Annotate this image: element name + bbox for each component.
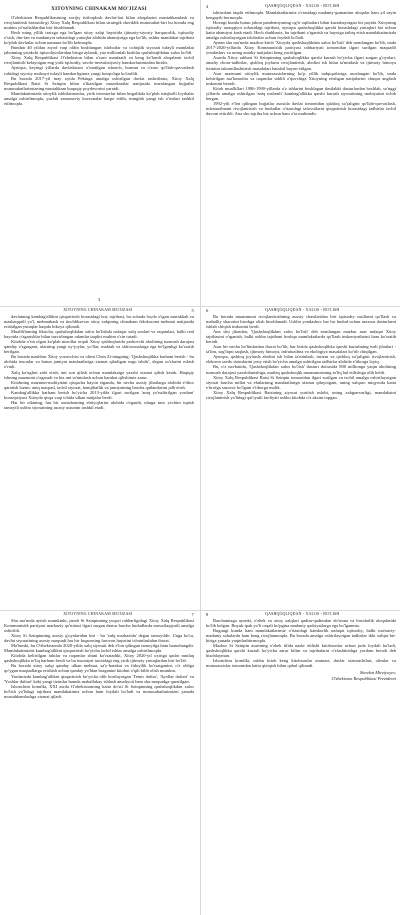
book-page-8 <box>206 612 396 912</box>
paragraph: Asar mazmuni xitoylik mutaxassislarning ko'p yillik tadqiqotlariga asoslangan bo'lib, unda keltirilgan ma'lumotlar va raqamlar tahlili o'quvchiga Xitoyning erishgan natijalarini chuqur anglash imkonini beradi. <box>206 70 396 86</box>
paragraph: Kitobning mazmun-mohiyatini qisqacha bayon etganda, bir necha asosiy jihatlarga alohida e'tibor qaratish lozim: aniq maqsad, izchil siyosat, hamjihatlik va jamiyatning barcha qatlamlarini jalb etish. <box>4 379 194 390</box>
paragraph: Bugungi kunda ham mamlakatlarimiz o'rtasidagi hamkorlik nafaqat iqtisodiy, balki ma'naviy-madaniy sohalarda ham keng rivojlanmoqda. Bu borada amalga oshirilayotgan tadbirlar ikki xalqni bir-biriga yanada yaqinlashtirmoqda. <box>206 628 396 644</box>
paragraph: ishtirokini taqdir etilmoqda. Mamlakatlarimiz o'rtasidagi madaniy-gumanitar aloqalar ham yil sayin kengayib bormoqda. <box>206 10 396 21</box>
paragraph: Ma'lumki, bu O'zbekistonda 2020-yilda xalq siyosati deb e'lon qilingan tamoyilga ham hamohangdir. Mamlakatimizda kambag'allikni qisqartirish bo'yicha izchil ishlar amalga oshirilmoqda. <box>4 643 194 654</box>
book-page-4 <box>206 4 396 304</box>
row-divider <box>0 306 400 307</box>
page-number: 5 <box>191 308 194 313</box>
paragraph: Bu, o'z navbatida, 'Qashshoqlikdan xalos bo'lish' dasturi doirasida 800 millionga yaqin aholining turmush darajasi yaxshilanishiga, mutlaq qashshoqlik muammosining to'liq hal etilishiga olib keldi. <box>206 364 396 375</box>
book-page-7 <box>4 612 194 912</box>
running-title: XITOYNING CHINAKAM MO'JIZASI <box>63 612 133 616</box>
page-body <box>206 10 396 116</box>
paragraph: Mazkur Si Szinpin asarining o'zbek tilida nashr etilishi kitobxonlar uchun juda foydali bo'ladi, qashshoqlikka qarshi kurash bo'yicha zarur bilim va tajribalarni o'zlashtirishga yordam beradi deb hisoblayman. <box>206 643 396 659</box>
paragraph: Ishonchim komilki, ushbu kitob keng kitobxonlar ommasi, davlat xizmatchilari, olimlar va mutaxassislar tomonidan katta qiziqish bilan qabul qilinadi. <box>206 658 396 669</box>
running-title: QASHQOQLIQDAN - XALOS - BO'LISH <box>265 308 340 312</box>
paragraph: O'zbekiston Respublikasining xorijiy ittifoqdosh davlat-lari bilan aloqalarini mustahkamlash va rivojlantirish borasida-gi Xitoy Xalq Respublikasi bilan strategik sheriklik munosabat-lari bu borada eng muhim yo'nalishlardan biri hisoblanadi. <box>4 15 194 31</box>
paragraph: Asarda Xitoy rahbari Si Szinpinning qashshoqlikka qarshi kurash bo'yicha ilgari surgan g'oyalari, amaliy chora-tadbirlar, qishloq joylarni rivojlantirish, aholini ish bilan ta'minlash va ijtimoiy himoya tizimini takomillashtirish masalalari batafsil bayon etilgan. <box>206 55 396 71</box>
paragraph: Xitoy Si Szinpinning asosiy g'oyalaridan biri - bu 'xalq markazida' degan tamoyildir. Unga ko'ra, davlat siyosatining asosiy maqsadi har bir fuqaroning farovon hayotini ta'minlashdan iborat. <box>4 633 194 644</box>
paragraph: Kambag'allikka barham berish bo'yicha 2013-yilda ilgari surilgan 'aniq yo'naltirilgan yordam' konsepsiyasi Xitoyda qisqa vaqt ichida ulkan natijalar berdi. <box>4 389 194 400</box>
chapter-heading: XITOYNING CHINAKAM MO'JIZASI <box>51 6 147 12</box>
paragraph: Hozirgi kunda butun jahon pandemiyaning og'ir oqibatlari bilan kurashayotgan bir paytda Xitoyning iqtisodiy taraqqiyot sohasidagi tajribasi, ayniqsa qashshoqlikka qarshi kurashdagi yutuqlari biz uchun katta ahamiyat kasb etadi. Hech shubhasiz, bu tajribani o'rganish va hayotga tatbiq etish mamlakatimizda amalga oshirilayotgan islohotlar uchun foydali bo'ladi. <box>206 20 396 41</box>
paragraph: Xitoy Xalq Respublikasi Raisi Si Szinpin tomonidan ilgari surilgan va izchil amalga oshirilayotgan siyosat barcha millat va elatlarning manfaatlariga xizmat qilayotgani, uning xalqaro miqyosda katta e'tirofga sazovor bo'lgani e'tiborga molik. <box>206 374 396 390</box>
column-divider <box>200 0 201 915</box>
paragraph: Kitob mualliflari 1986-1990-yillarda o'z ishlarini boshlagan dastlabki dasturlardan boshlab, so'nggi yillarda amalga oshirilgan 'aniq nishonli' kambag'allikka qarshi kurash siyosatining mohiyatini ochib bergan. <box>206 85 396 101</box>
paragraph: Kitobda o'rin olgan ko'plab misollar orqali Xitoy qishloqlarida yashovchi aholining turmush darajasi qanday o'zgargani, ularning yangi uy-joylar, yo'llar, maktab va shifoxonalarga ega bo'lganligi ko'rsatib berilgan. <box>4 339 194 355</box>
page-body <box>206 618 396 668</box>
paragraph: Xitoy Xalq Respublikasi Raisining siyosat yuritish uslubi, uning xalqparvarligi, mamlakatni rivojlantirish yo'lidagi qat'iyatli faoliyati ushbu kitobda o'z aksini topgan. <box>206 389 396 400</box>
paragraph: Mualliflarning fikricha, qashshoqlikdan xalos bo'lishda nafaqat xalq sonlari va raqamlari, balki real hayotda o'zgarishlar bilan tasvirlangan odamlar taqdiri muhim o'rin tutadi. <box>4 329 194 340</box>
book-page-3 <box>4 4 194 304</box>
running-title: XITOYNING CHINAKAM MO'JIZASI <box>63 308 133 312</box>
paragraph: Xalq ko'nglini zabt etish, uni son qilish uchun mamlakatga yaxshi xizmat qilish kerak. Haqiqiy ishning mazmuni o'zgaradi va biz uni ta'minlash uchun harakat qilishimiz zarur. <box>4 369 194 380</box>
row-divider <box>0 610 400 611</box>
paragraph: Har bir oilaning, har bir xonadonning ehtiyojlarini alohida o'rganib, ularga mos yechim topish tamoyili ushbu siyosatning asosiy ustunini tashkil etadi. <box>4 399 194 410</box>
paragraph: Bu borada muammoni rivojlantirishning asosiy chastlaridan biri iqtisodiy usullarni qo'llash va mahalliy sharoitni hisobga olish hisoblanadi. Ushbu yondashuv har bir hudud uchun maxsus dasturlarni ishlab chiqish imkonini berdi. <box>206 314 396 330</box>
paragraph: Ana shu jihatdan, 'Qashshoqlikdan xalos bo'lish' deb nomlangan mazkur asar nafaqat Xitoy tajribasini o'rganish, balki ushbu tajribani boshqa mamlakatlarda qo'llash imkoniyatlarini ham ko'rsatib beradi. <box>206 329 396 345</box>
paragraph: Besh ming yillik tarixga ega bo'lgan xitoy xalqi hayotida ijtimoiy-siyosiy barqarorlik, iqtisodiy o'sish, ilm-fan va madaniyat sohasidagi yutuqlar alohida ahamiyatga ega bo'lib, ushbu mamlakat tajribasi ko'plab davlatlar uchun namuna bo'lib kelmoqda. <box>4 30 194 46</box>
page-number: 8 <box>206 612 209 617</box>
page-body <box>4 314 194 410</box>
paragraph: Barchamizga ayonki, o'zbek va xitoy xalqlari qadim-qadimdan do'stona va birodarlik aloqalarida bo'lib kelgan. Buyuk ipak yo'li orqali ko'pgina madaniy qadriyatlarga ega bo'lganmiz. <box>206 618 396 629</box>
book-page-5 <box>4 308 194 608</box>
paragraph: Asar bir necha bo'limlardan iborat bo'lib, har birida qashshoqlikka qarshi kurashning turli jihatlari - ta'lim, sog'liqni saqlash, ijtimoiy himoya, infratuzilma va ekologiya masalalari ko'rib chiqilgan. <box>206 344 396 355</box>
page-number: 7 <box>191 612 194 617</box>
running-title: QASHQOQLIQDAN - XALOS - BO'LISH <box>265 612 340 616</box>
paragraph: Ishonchim komilki, XXI asrda O'zbekistonning katta do'sti Si Szinpinning qashshoqlikdan xalos bo'lish yo'lidagi tajribasi mamlakatimiz uchun ham foydali bo'ladi va munosabatlarimizni yanada mustahkamlashga xizmat qiladi. <box>4 683 194 699</box>
paragraph: Bu borada mashhur Xitoy yozuvchisi va olimi Chen Zi-ningning: 'Qashshoqlikka barham berish - bu alohida insonlar va butun jamiyat manfaatlariga xizmat qiladigan ezgu ishdir', degan so'zlarini eslash o'rinli. <box>4 354 194 370</box>
signature-name: Shavkat Mirziyoyev, <box>359 670 396 676</box>
page-number: 3 <box>97 297 101 302</box>
book-page-6 <box>206 308 396 608</box>
page-number: 4 <box>206 4 209 9</box>
page-body <box>4 618 194 699</box>
paragraph: Mamlakatimizda xitoylik ishbilarmonlar, yirik investorlar bilan birgalikda ko'plab istiqbolli loyihalar amalga oshirilmoqda, yuzlab zamonaviy korxonalar barpo etilib, minglab yangi ish o'rinlari tashkil etilmoqda. <box>4 90 194 106</box>
paragraph: Kitobda keltirilgan faktlar va raqamlar shuni ko'rsatadiki, Xitoy 2020-yil oxiriga qadar mutlaq qashshoqlikka to'liq barham berdi va bu insoniyat tarixidagi eng yirik ijtimoiy yutuqlardan biri bo'ldi. <box>4 653 194 664</box>
paragraph: Xitoy Xalq Respublikasi O'zbekiston bilan o'zaro manfaatli va keng ko'lamli aloqalarni izchil rivojlantirib kelayotgan eng yirik iqtisodiy, savdo-investitsiyaviy hamkorlarimizdan biridir. <box>4 55 194 66</box>
paragraph: 1992-yili e'lon qilingan hujjatlar asosida davlat tomonidan qishloq xo'jaligini qo'llab-quvvatlash, infratuzilmani rivojlantirish va hududlar o'rtasidagi tafovutlarni qisqartirish borasidagi tadbirlar izchil davom ettirildi. Ana shu tajriba biz uchun ham o'ta muhimdir. <box>206 100 396 116</box>
paragraph: Bu borada 2017-yil may oyida Pekinga amalga oshirilgan davlat tashrifimiz, Xitoy Xalq Respublikasi Raisi Si Szinpin bilan o'tkazilgan muzokaralar natijasida imzolangan hujjatlar munosabatlarimizning mustahkam huquqiy poydevorini yaratdi. <box>4 75 194 91</box>
paragraph: Shu ma'noda aytish mumkinki, janob Si Szinpinning yuqori rahbarligidagi Xitoy Xalq Respublikasi Kommunistik partiyasi markaziy qo'mitasi ilgari surgan dastur barcha hududlarda muvaffaqiyatli amalga oshirildi. <box>4 618 194 634</box>
paragraph: Aynan shu ma'noda mazkur kitob 'Xitoyda qashshoqlikdan xalos bo'lish' deb nomlangan bo'lib, unda 2017-2020-yillarda Xitoy Kommunistik partiyasi rahbariyati tomonidan ilgari surilgan maqsadli yondashuv va uning amaliy natijalari keng yoritilgan. <box>206 40 396 56</box>
page-number: 6 <box>206 308 209 313</box>
signature-title: O'zbekiston Respublikasi Prezidenti <box>331 675 396 681</box>
page-body <box>206 314 396 400</box>
signature-block <box>206 670 396 680</box>
running-title: QASHQOQLIQDAN - XALOS - BO'LISH <box>265 4 340 8</box>
paragraph: Ayniqsa, qishloq joylarda aholini ish bilan ta'minlash, turizm va qishloq xo'jaligini rivojlantirish, elektron savdo tizimlarini joriy etish bo'yicha amalga oshirilgan tadbirlar alohida e'tiborga loyiq. <box>206 354 396 365</box>
page-body <box>4 15 194 106</box>
paragraph: Bu borada xitoy xalqi qanday ulkan mehnat, sa'y-harakat va fidoyilik ko'rsatganini, o'z oldiga qo'ygan maqsadlarga erishish uchun qanday yo'ldan borganini kitobni o'qib bilib olish mumkin. <box>4 663 194 674</box>
paragraph: davlatning kambag'allikni qisqartirish borasidagi boy tajribasi, bu sohada foyda o'tgan murakkab va mashaqqatli yo'l, mehnatkash va tinchliksevar xitoy xalqining chinakam fidokorona mehnati natijasida erishilgan yutuqlar haqida hikoya qilinadi. <box>4 314 194 330</box>
paragraph: Bundan 40 yildan ziyod vaqt oldin boshlangan islohotlar va ochiqlik siyosati tufayli mamlakat jahonning yetakchi iqtisodiyotlaridan biriga aylandi, yuz millionlab kishilar qashshoqlikdan xalos bo'ldi. <box>4 45 194 56</box>
paragraph: Ayniqsa, keyingi yillarda davlatlararo o'rnatilgan ishonch, hurmat va o'zaro qo'llab-quvvatlash ruhidagi siyosiy muloqot tufayli hamkorligimiz yangi bosqichga ko'tarildi. <box>4 65 194 76</box>
paragraph: Yurtimizda kambag'allikni qisqartirish bo'yicha olib borilayotgan 'Temir daftar', 'Ayollar daftari' va 'Yoshlar daftari' kabi yangi tizimlar hamda mahallabay ishlash amaliyoti ham shu maqsadga qaratilgan. <box>4 673 194 684</box>
